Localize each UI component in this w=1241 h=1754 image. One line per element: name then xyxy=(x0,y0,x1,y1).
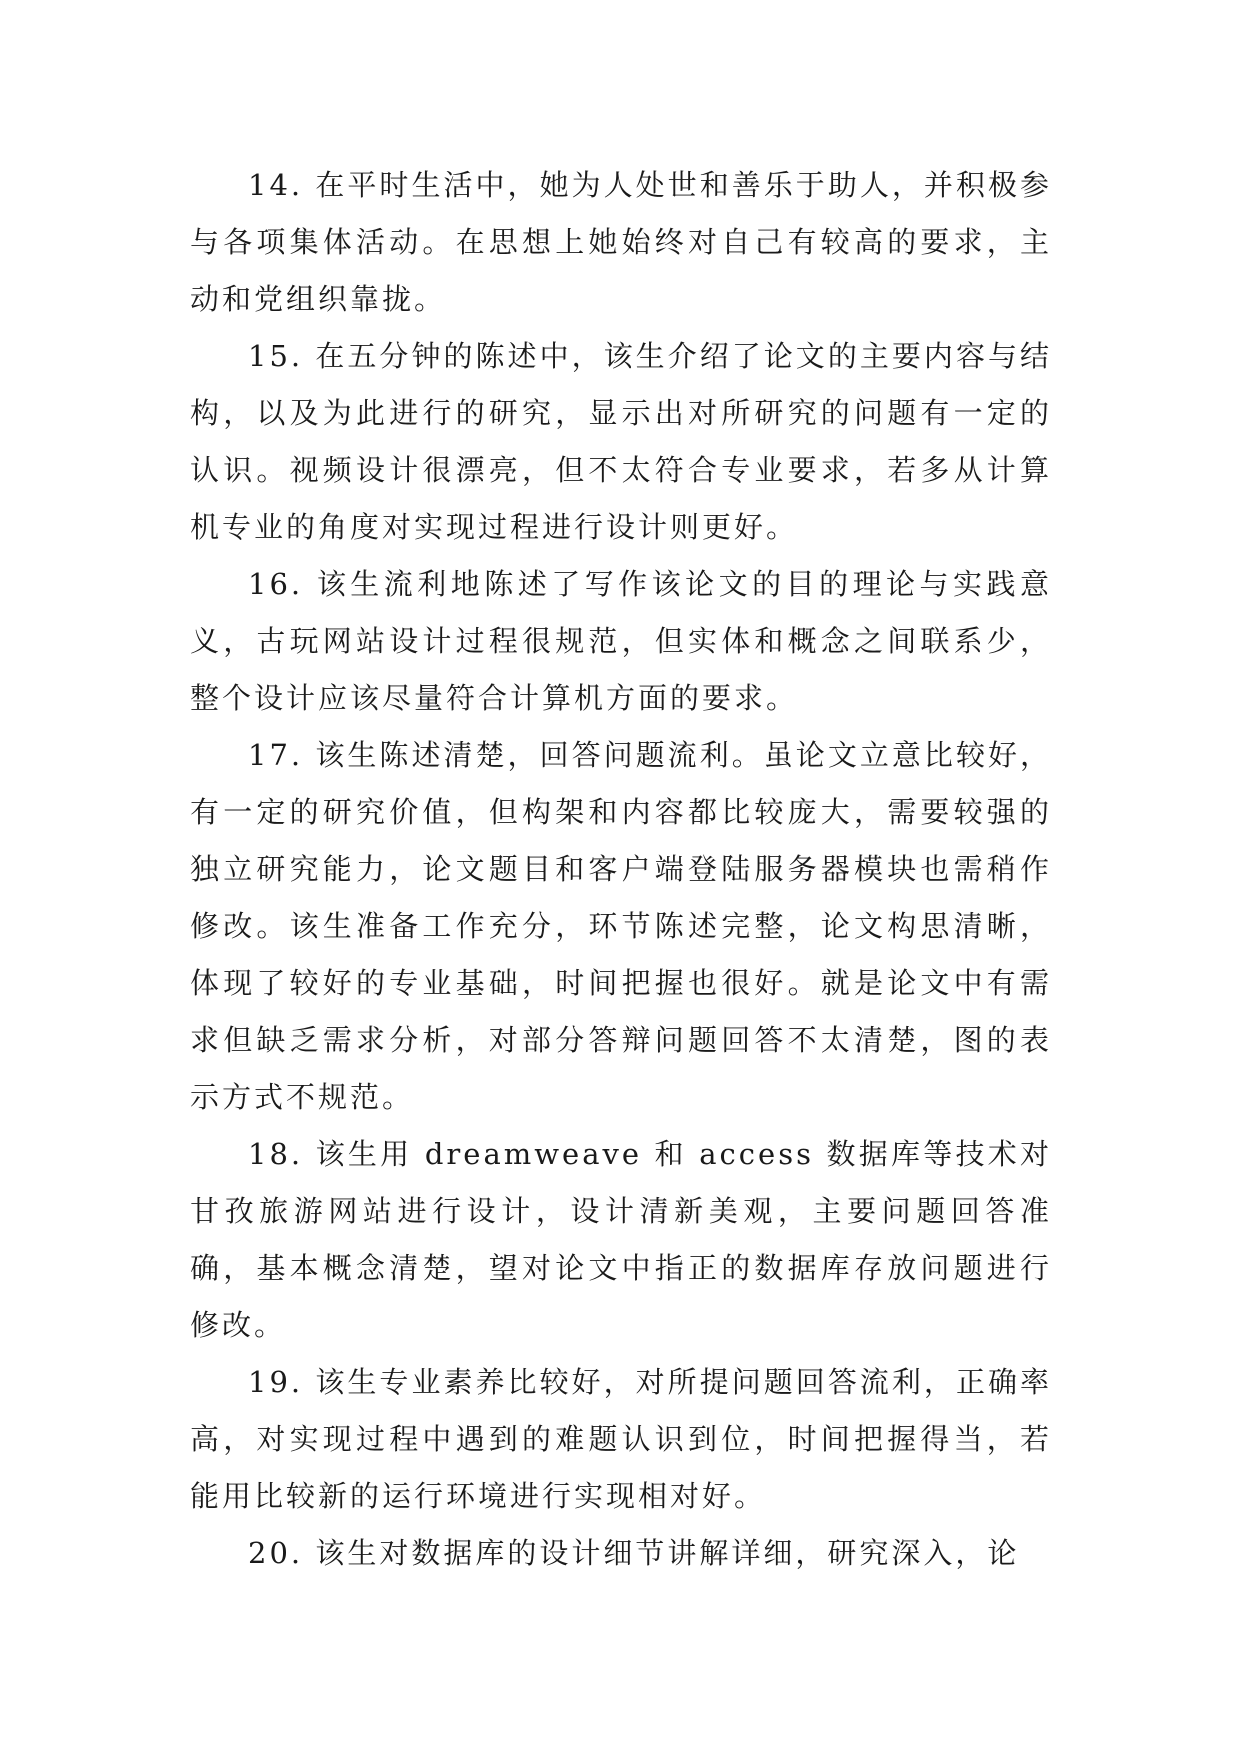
paragraph-16: 16. 该生流利地陈述了写作该论文的目的理论与实践意义，古玩网站设计过程很规范，但实体和概念之间联系少，整个设计应该尽量符合计算机方面的要求。 xyxy=(190,567,1052,715)
paragraph-19: 19. 该生专业素养比较好，对所提问题回答流利，正确率高，对实现过程中遇到的难题认识到位，时间把握得当，若能用比较新的运行环境进行实现相对好。 xyxy=(190,1365,1052,1513)
paragraph-15: 15. 在五分钟的陈述中，该生介绍了论文的主要内容与结构，以及为此进行的研究，显示出对所研究的问题有一定的认识。视频设计很漂亮，但不太符合专业要求，若多从计算机专业的角度对实现过程进行设计则更好。 xyxy=(190,339,1052,544)
paragraph-18: 18. 该生用 dreamweave 和 access 数据库等技术对甘孜旅游网站进行设计，设计清新美观，主要问题回答准确，基本概念清楚，望对论文中指正的数据库存放问题进行修改。 xyxy=(190,1137,1052,1342)
paragraph-14: 14. 在平时生活中，她为人处世和善乐于助人，并积极参与各项集体活动。在思想上她始终对自己有较高的要求，主动和党组织靠拢。 xyxy=(190,168,1052,316)
paragraph-17: 17. 该生陈述清楚，回答问题流利。虽论文立意比较好，有一定的研究价值，但构架和内容都比较庞大，需要较强的独立研究能力，论文题目和客户端登陆服务器模块也需稍作修改。该生准备工作充分，环节陈述完整，论文构思清晰，体现了较好的专业基础，时间把握也很好。就是论文中有需求但缺乏需求分析，对部分答辩问题回答不太清楚，图的表示方式不规范。 xyxy=(190,738,1052,1114)
document-body xyxy=(190,157,1052,1582)
paragraph-20: 20. 该生对数据库的设计细节讲解详细，研究深入，论 xyxy=(248,1536,1020,1570)
